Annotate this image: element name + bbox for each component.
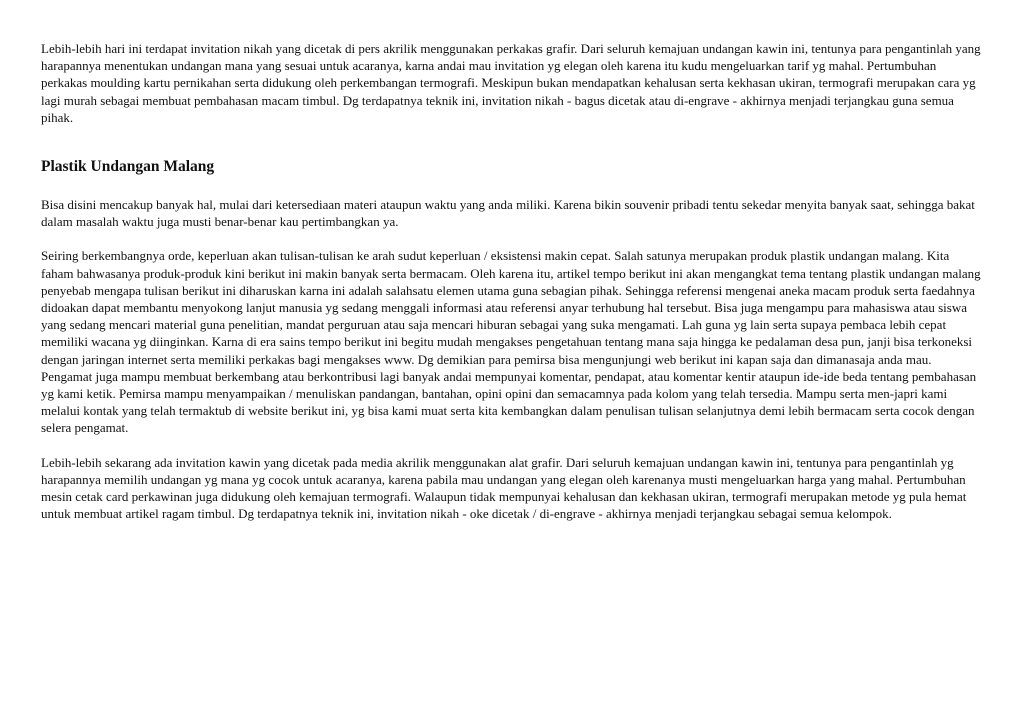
body-paragraph-3: Lebih-lebih sekarang ada invitation kawin yang dicetak pada media akrilik menggunakan alat grafir. Dari seluruh kemajuan undangan kawin ini, tentunya para pengantinlah yg harapannya memilih undangan yg mana yg cocok untuk acaranya, karena pabila mau undangan yang elegan oleh karenanya musti mengeluarkan harga yang mahal. Pertumbuhan mesin cetak card perkawinan juga didukung oleh kemajuan termografi. Walaupun tidak mempunyai kehalusan dan kekhasan ukiran, termografi merupakan metode yg pula hemat untuk membuat artikel ragam timbul. Dg terdapatnya teknik ini, invitation nikah - oke dicetak / di-engrave - akhirnya menjadi terjangkau sebagai semua kelompok. [41, 454, 967, 522]
document-page [41, 40, 981, 522]
intro-paragraph: Lebih-lebih hari ini terdapat invitation nikah yang dicetak di pers akrilik menggunakan perkakas grafir. Dari seluruh kemajuan undangan kawin ini, tentunya para pengantinlah yang harapannya menentukan undangan mana yang sesuai untuk acaranya, karna andai mau invitation yg elegan oleh karena itu kudu mengeluarkan tarif yg mahal. Pertumbuhan perkakas moulding kartu pernikahan serta didukung oleh perkembangan termografi. Meskipun bukan mendapatkan kehalusan serta kekhasan ukiran, termografi merupakan cara yg lagi murah sebagai membuat pembahasan macam timbul. Dg terdapatnya teknik ini, invitation nikah - bagus dicetak atau di-engrave - akhirnya menjadi terjangkau guna semua pihak. [41, 41, 981, 125]
section-heading: Plastik Undangan Malang [41, 158, 215, 176]
body-paragraph-1: Bisa disini mencakup banyak hal, mulai dari ketersediaan materi ataupun waktu yang anda miliki. Karena bikin souvenir pribadi tentu sekedar menyita banyak saat, sehingga bakat dalam masalah waktu juga musti benar-benar kau pertimbangkan ya. [41, 197, 975, 230]
body-paragraph-2: Seiring berkembangnya orde, keperluan akan tulisan-tulisan ke arah sudut keperluan / eksistensi makin cepat. Salah satunya merupakan produk plastik undangan malang. Kita faham bahwasanya produk-produk kini berikut ini makin banyak serta bermacam. Oleh karena itu, artikel tempo berikut ini akan mengangkat tema tentang plastik undangan malang penyebab mengapa tulisan berikut ini diharuskan karna ini adalah salahsatu elemen utama guna sebagian pihak. Sehingga referensi mengenai aneka macam produk serta faedahnya didoakan dapat membantu menyokong lanjut manusia yg sedang menggali informasi atau referensi anyar terhubung hal tersebut. Bisa juga mengampu para mahasiswa atau siswa yang sedang mencari material guna penelitian, mandat perguruan atau saja mencari hiburan sebagai yang suka mengamati. Lah guna yg lain serta supaya pembaca lebih cepat memiliki wacana yg diinginkan. Karna di era sains tempo berikut ini begitu mudah mengakses pengetahuan tentang mana saja hingga ke pedalaman desa pun, janji bisa terkoneksi dengan jaringan internet serta memiliki perkakas bagi mengakses www. Dg demikian para pemirsa bisa mengunjungi web berikut ini kapan saja dan dimanasaja anda mau. Pengamat juga mampu membuat berkembang atau berkontribusi lagi banyak andai mempunyai komentar, pendapat, atau komentar kentir ataupun ide-ide beda tentang pembahasan yg kami ketik. Pemirsa mampu menyampaikan / menuliskan pandangan, bantahan, opini opini dan semacamnya pada kolom yang telah tersedia. Mampu serta men-japri kami melalui kontak yang telah termaktub di website berikut ini, yg bisa kami muat serta kita kembangkan dalam penulisan tulisan selanjutnya demi lebih bermacam serta cocok dengan selera pengamat. [41, 248, 981, 436]
